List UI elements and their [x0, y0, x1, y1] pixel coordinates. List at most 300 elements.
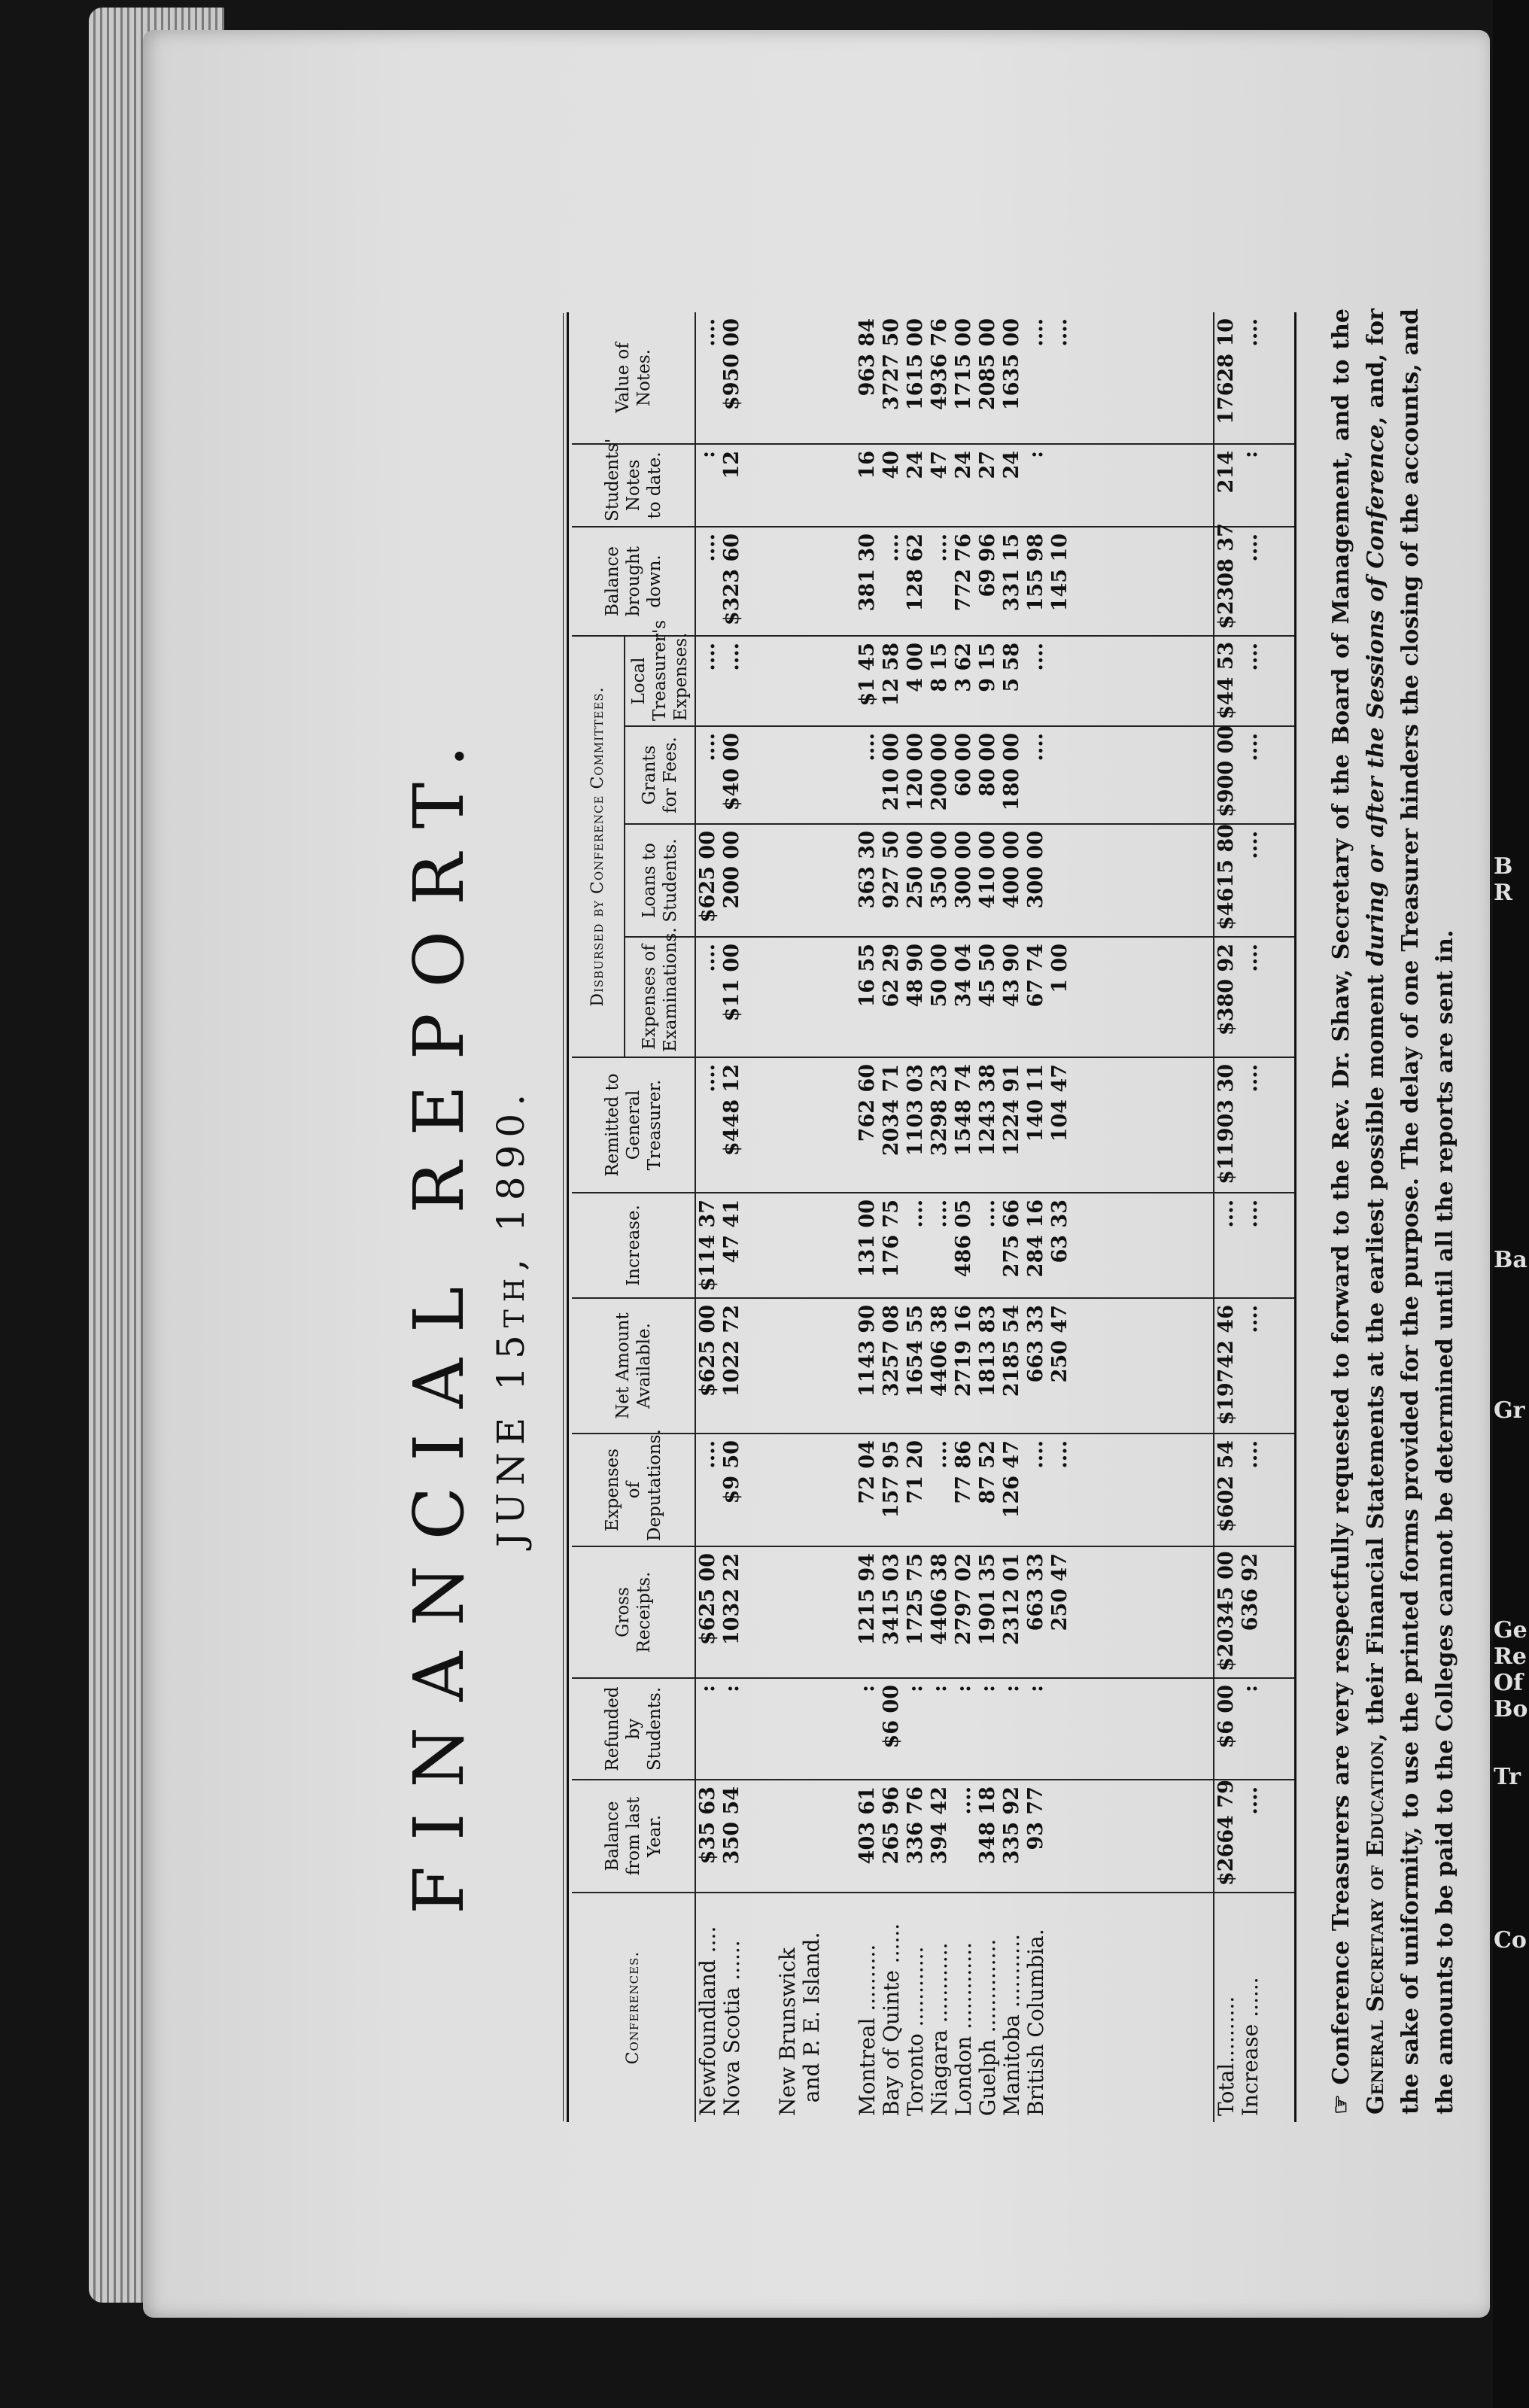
table-cell: [776, 1780, 855, 1893]
cell-value: 1032 22: [720, 1553, 743, 1646]
header-value-notes: Value of Notes.: [572, 312, 695, 444]
table-cell: [776, 1546, 855, 1678]
header-local-treasurer: Local Treasurer's Expenses.: [625, 636, 695, 726]
cell-value: ....: [1023, 733, 1047, 762]
cell-value: 24: [951, 450, 975, 479]
cell-value: 93 77: [1023, 1786, 1047, 1850]
cell-value: [800, 1685, 824, 1773]
conference-name: Nova Scotia ......: [719, 1940, 744, 2116]
cell-value: 60 00: [951, 733, 975, 797]
cell-value: 2719 16: [951, 1305, 975, 1397]
cell-value: 50 00: [927, 944, 951, 1008]
header-disbursed-group: Disbursed by Conference Committees.: [572, 636, 625, 1057]
cell-value: [776, 944, 800, 1050]
cell-value: 275 66: [999, 1199, 1023, 1278]
cell-value: 284 16: [1023, 1199, 1047, 1278]
table-cell: [695, 312, 776, 444]
cell-value: ....: [1238, 1199, 1262, 1228]
cell-value: 214: [1214, 450, 1238, 494]
table-row: [776, 312, 855, 2122]
cell-value: [776, 451, 800, 520]
cell-value: [776, 318, 800, 437]
cell-value: 77 86: [951, 1440, 975, 1504]
cell-value: ....: [696, 533, 719, 562]
cell-value: 126 47: [999, 1440, 1023, 1519]
margin-fragment: Gr: [1494, 1398, 1525, 1424]
cell-value: 67 74: [1023, 944, 1047, 1008]
cell-value: [776, 1440, 800, 1540]
table-cell: [695, 1678, 776, 1780]
table-cell: [695, 1434, 776, 1546]
cell-value: 63 33: [1047, 1199, 1072, 1263]
cell-value: $114 37: [696, 1199, 719, 1291]
table-cell: [856, 636, 1214, 726]
cell-value: 335 92: [999, 1786, 1023, 1865]
cell-value: 3727 50: [879, 318, 903, 411]
table-cell: [695, 444, 776, 527]
margin-fragment: Tr: [1494, 1765, 1521, 1790]
cell-value: 1103 03: [903, 1064, 927, 1157]
cell-value: 4406 38: [927, 1553, 951, 1646]
conference-name: Niagara ............: [926, 1942, 952, 2116]
cell-value: :: [1238, 1685, 1262, 1692]
cell-value: 1243 38: [975, 1064, 999, 1157]
cell-value: :: [1238, 450, 1262, 458]
table-cell: [695, 1193, 776, 1298]
cell-value: 43 90: [999, 944, 1023, 1008]
cell-value: ....: [1238, 1305, 1262, 1333]
cell-value: 336 76: [903, 1786, 927, 1865]
cell-value: 348 18: [975, 1786, 999, 1865]
cell-value: $40 00: [720, 733, 743, 811]
conference-name: British Columbia.: [1023, 1929, 1048, 2116]
cell-value: ....: [1238, 1440, 1262, 1469]
table-cell: [856, 312, 1214, 444]
cell-value: [776, 1199, 800, 1291]
cell-value: 4936 76: [927, 318, 951, 411]
cell-value: ....: [1047, 318, 1072, 347]
table-cell: [776, 1434, 855, 1546]
cell-value: ....: [951, 1786, 975, 1815]
table-cell: [856, 726, 1214, 824]
cell-value: 963 84: [855, 318, 879, 397]
cell-value: 400 00: [999, 831, 1023, 909]
cell-value: 180 00: [999, 733, 1023, 811]
cell-value: 663 33: [1023, 1305, 1047, 1383]
header-grants: Grants for Fees.: [625, 726, 695, 824]
cell-value: $448 12: [720, 1064, 743, 1157]
cell-value: $6 00: [879, 1685, 903, 1749]
conference-name-cell: [776, 1893, 855, 2122]
cell-value: ....: [720, 642, 743, 671]
cell-value: 1654 55: [903, 1305, 927, 1397]
cell-value: 155 98: [1023, 533, 1047, 612]
cell-value: 62 29: [879, 944, 903, 1008]
cell-value: ....: [1023, 318, 1047, 347]
cell-value: :: [696, 1685, 719, 1692]
table-cell: [856, 444, 1214, 527]
cell-value: ....: [1238, 733, 1262, 762]
header-increase: Increase.: [572, 1193, 695, 1298]
cell-value: 1715 00: [951, 318, 975, 411]
table-cell: [856, 527, 1214, 636]
cell-value: ....: [1214, 1199, 1238, 1228]
cell-value: $1 45: [855, 642, 879, 707]
note-gse: General Secretary of Education: [1363, 1741, 1389, 2115]
cell-value: 2185 54: [999, 1305, 1023, 1397]
cell-value: ....: [927, 533, 951, 562]
cell-value: 69 96: [975, 533, 999, 597]
cell-value: 3257 08: [879, 1305, 903, 1397]
cell-value: 4 00: [903, 642, 927, 692]
margin-fragment: R: [1494, 880, 1512, 906]
cell-value: 47 41: [720, 1199, 743, 1263]
cell-value: 1224 91: [999, 1064, 1023, 1157]
treasurers-note: [1324, 309, 1463, 2115]
note-part-1: Conference Treasurers are very respectfully requested to forward to the Rev. Dr. Shaw, Secretary of the Board of Management, and to the: [1328, 309, 1354, 2085]
cell-value: :: [1023, 1685, 1047, 1692]
date-rest: , 1890.: [489, 1086, 533, 1271]
header-remitted: Remitted to General Treasurer.: [572, 1057, 695, 1193]
cell-value: 394 42: [927, 1786, 951, 1865]
margin-fragment: Co: [1494, 1928, 1527, 1953]
cell-value: :: [696, 450, 719, 458]
cell-value: 1022 72: [720, 1305, 743, 1397]
cell-value: 2085 00: [975, 318, 999, 411]
cell-value: 104 47: [1047, 1064, 1072, 1142]
cell-value: $323 60: [720, 533, 743, 626]
margin-fragment: Ba: [1494, 1248, 1527, 1273]
cell-value: ....: [696, 1064, 719, 1093]
cell-value: 3298 23: [927, 1064, 951, 1157]
cell-value: [800, 1786, 824, 1886]
cell-value: 250 00: [903, 831, 927, 909]
table-cell: [856, 1434, 1214, 1546]
cell-value: 12: [720, 450, 743, 479]
cell-value: 40: [879, 450, 903, 479]
table-cell: [695, 1298, 776, 1434]
conference-name: Total..........: [1213, 1996, 1239, 2116]
table-cell: [856, 1193, 1214, 1298]
table-cell: [776, 1193, 855, 1298]
table-cell: [695, 726, 776, 824]
cell-value: 927 50: [879, 831, 903, 909]
cell-value: [800, 643, 824, 719]
cell-value: 350 00: [927, 831, 951, 909]
note-part-2: , their Financial Statements at the earliest possible moment: [1363, 974, 1389, 1741]
margin-fragment: Bo: [1494, 1697, 1528, 1722]
conference-name: Montreal ..........: [854, 1944, 880, 2116]
header-balance-down: Balance brought down.: [572, 527, 695, 636]
cell-value: 8 15: [927, 642, 951, 692]
cell-value: 2797 02: [951, 1553, 975, 1646]
cell-value: ....: [1023, 642, 1047, 671]
cell-value: 265 96: [879, 1786, 903, 1865]
cell-value: $602 54: [1214, 1440, 1238, 1533]
cell-value: 27: [975, 450, 999, 479]
cell-value: $2664 79: [1214, 1780, 1238, 1886]
table-cell: [1214, 1434, 1294, 1546]
cell-value: 1725 75: [903, 1553, 927, 1646]
cell-value: ....: [696, 733, 719, 762]
table-cell: [1214, 1678, 1294, 1780]
cell-value: [800, 1553, 824, 1671]
cell-value: ....: [1238, 1786, 1262, 1815]
cell-value: [776, 1305, 800, 1427]
cell-value: 12 58: [879, 642, 903, 707]
cell-value: ....: [1238, 831, 1262, 859]
conference-name: and P. E. Island.: [799, 1932, 825, 2116]
cell-value: [776, 534, 800, 629]
table-cell: [1214, 1057, 1294, 1193]
cell-value: ....: [1238, 642, 1262, 671]
cell-value: ....: [1238, 944, 1262, 972]
cell-value: 2034 71: [879, 1064, 903, 1157]
header-students-notes: Students' Notes to date.: [572, 444, 695, 527]
cell-value: 1615 00: [903, 318, 927, 411]
report-title: FINANCIAL REPORT.: [399, 719, 479, 1914]
table-bottom-rule: [1294, 312, 1296, 2122]
cell-value: 300 00: [951, 831, 975, 909]
table-cell: [1214, 444, 1294, 527]
cell-value: 363 30: [855, 831, 879, 909]
cell-value: 1635 00: [999, 318, 1023, 411]
conference-name: London .............: [950, 1942, 976, 2116]
table-cell: [695, 1546, 776, 1678]
table-cell: [776, 937, 855, 1057]
cell-value: [776, 1064, 800, 1186]
table-cell: [1214, 1780, 1294, 1893]
cell-value: 1215 94: [855, 1553, 879, 1646]
conference-name: New Brunswick: [775, 1947, 801, 2116]
cell-value: $2308 37: [1214, 523, 1238, 629]
cell-value: 331 15: [999, 533, 1023, 612]
table-cell: [695, 1057, 776, 1193]
header-refunded: Refunded by Students.: [572, 1678, 695, 1780]
table-cell: [776, 1678, 855, 1780]
cell-value: $380 92: [1214, 944, 1238, 1036]
cell-value: 250 47: [1047, 1305, 1072, 1383]
cell-value: 80 00: [975, 733, 999, 797]
conference-name-cell: [695, 1893, 776, 2122]
cell-value: 1548 74: [951, 1064, 975, 1157]
cell-value: :: [720, 1685, 743, 1692]
cell-value: ....: [855, 733, 879, 762]
cell-value: ....: [696, 944, 719, 972]
table-cell: [1214, 1193, 1294, 1298]
cell-value: [800, 944, 824, 1050]
cell-value: 16 55: [855, 944, 879, 1008]
conference-name: Newfoundland ....: [695, 1926, 720, 2116]
header-loans: Loans to Students.: [625, 824, 695, 937]
header-expenses-deputations: Expenses of Deputations.: [572, 1434, 695, 1546]
financial-table: [572, 312, 1294, 2122]
cell-value: 47: [927, 450, 951, 479]
cell-value: [800, 733, 824, 817]
table-cell: [1214, 726, 1294, 824]
table-cell: [856, 1780, 1214, 1893]
cell-value: :: [951, 1685, 975, 1692]
table-cell: [1214, 824, 1294, 937]
table-cell: [776, 824, 855, 937]
table-cell: [1214, 523, 1294, 636]
cell-value: 210 00: [879, 733, 903, 811]
table-cell: [856, 824, 1214, 937]
cell-value: 1 00: [1047, 944, 1072, 993]
cell-value: 72 04: [855, 1440, 879, 1504]
cell-value: [800, 831, 824, 930]
cell-value: [776, 1786, 800, 1886]
cell-value: 71 20: [903, 1440, 927, 1504]
cell-value: 176 75: [879, 1199, 903, 1278]
table-cell: [856, 937, 1214, 1057]
margin-fragment: B: [1494, 854, 1513, 880]
cell-value: 410 00: [975, 831, 999, 909]
header-gross-receipts: Gross Receipts.: [572, 1546, 695, 1678]
cell-value: 762 60: [855, 1064, 879, 1142]
cell-value: ....: [696, 1440, 719, 1469]
cell-value: 772 76: [951, 533, 975, 612]
cell-value: :: [975, 1685, 999, 1692]
cell-value: [776, 643, 800, 719]
conference-name-cell: [856, 1893, 1214, 2122]
table-cell: [695, 1780, 776, 1893]
cell-value: :: [999, 1685, 1023, 1692]
cell-value: [800, 1440, 824, 1540]
table-cell: [695, 937, 776, 1057]
cell-value: ....: [1238, 318, 1262, 347]
cell-value: $44 53: [1214, 641, 1238, 719]
cell-value: $11 00: [720, 944, 743, 1022]
cell-value: 200 00: [927, 733, 951, 811]
cell-value: $9 50: [720, 1440, 743, 1504]
cell-value: [800, 318, 824, 437]
cell-value: $625 00: [696, 1305, 719, 1397]
cell-value: 140 11: [1023, 1064, 1047, 1142]
cell-value: 663 33: [1023, 1553, 1047, 1631]
table-cell: [856, 1057, 1214, 1193]
cell-value: 34 04: [951, 944, 975, 1008]
table-cell: [776, 444, 855, 527]
cell-value: $19742 46: [1214, 1305, 1238, 1425]
cell-value: :: [903, 1685, 927, 1692]
table-cell: [1214, 1298, 1294, 1434]
date-lead: JUNE 15: [489, 1327, 533, 1548]
date-suffix: TH: [500, 1270, 530, 1328]
table-cell: [776, 312, 855, 444]
conference-name-cell: [1214, 1893, 1294, 2122]
cell-value: 4406 38: [927, 1305, 951, 1397]
table-cell: [695, 636, 776, 726]
report-date: [489, 226, 533, 2408]
pointing-hand-icon: ☞: [1328, 2094, 1354, 2115]
cell-value: 486 05: [951, 1199, 975, 1278]
cell-value: [776, 831, 800, 930]
cell-value: [800, 451, 824, 520]
cell-value: 1901 35: [975, 1553, 999, 1646]
cell-value: ....: [696, 318, 719, 347]
cell-value: 48 90: [903, 944, 927, 1008]
cell-value: 16: [855, 450, 879, 479]
conference-name: Increase ......: [1237, 1977, 1263, 2116]
table-cell: [776, 1057, 855, 1193]
header-balance-last-year: Balance from last Year.: [572, 1780, 695, 1893]
cell-value: [776, 733, 800, 817]
cell-value: $625 00: [696, 1553, 719, 1646]
table-cell: [695, 824, 776, 937]
cell-value: ....: [1238, 533, 1262, 562]
cell-value: ....: [1047, 1440, 1072, 1469]
cell-value: [776, 1553, 800, 1671]
cell-value: [800, 534, 824, 629]
table-cell: [1214, 1546, 1294, 1678]
cell-value: 128 62: [903, 533, 927, 612]
table-cell: [776, 527, 855, 636]
table-cell: [856, 1546, 1214, 1678]
table-top-rule: [567, 312, 569, 2122]
cell-value: $4615 80: [1214, 824, 1238, 930]
cell-value: 300 00: [1023, 831, 1047, 909]
cell-value: $35 63: [696, 1786, 719, 1865]
cell-value: 5 58: [999, 642, 1023, 692]
cell-value: ....: [927, 1440, 951, 1469]
margin-fragment: Of: [1494, 1671, 1524, 1696]
cell-value: 9 15: [975, 642, 999, 692]
cell-value: 87 52: [975, 1440, 999, 1504]
cell-value: 24: [999, 450, 1023, 479]
cell-value: ....: [903, 1199, 927, 1228]
cell-value: [776, 1685, 800, 1773]
table-cell: [695, 527, 776, 636]
cell-value: 1813 83: [975, 1305, 999, 1397]
table-cell: [1214, 636, 1294, 726]
cell-value: 2312 01: [999, 1553, 1023, 1646]
cell-value: ....: [1238, 1064, 1262, 1093]
header-conferences: Conferences.: [572, 1893, 695, 2122]
cell-value: 1143 90: [855, 1305, 879, 1397]
cell-value: :: [927, 1685, 951, 1692]
cell-value: [800, 1199, 824, 1291]
conference-name: Bay of Quinte ......: [878, 1923, 904, 2116]
table-cell: [776, 726, 855, 824]
table-cell: [1214, 312, 1294, 444]
cell-value: 24: [903, 450, 927, 479]
cell-value: $950 00: [720, 318, 743, 411]
table-cell: [776, 1298, 855, 1434]
cell-value: 17628 10: [1214, 318, 1238, 424]
cell-value: 120 00: [903, 733, 927, 811]
cell-value: ....: [696, 642, 719, 671]
cell-value: ....: [1023, 1440, 1047, 1469]
table-row: [856, 312, 1214, 2122]
table-cell: [856, 1678, 1214, 1780]
margin-fragment: Re: [1494, 1644, 1527, 1670]
cell-value: :: [1023, 450, 1047, 458]
cell-value: 3415 03: [879, 1553, 903, 1646]
cell-value: 381 30: [855, 533, 879, 612]
cell-value: $625 00: [696, 831, 719, 923]
cell-value: 250 47: [1047, 1553, 1072, 1631]
cell-value: 45 50: [975, 944, 999, 1008]
cell-value: $11903 30: [1214, 1064, 1238, 1184]
cell-value: 131 00: [855, 1199, 879, 1278]
note-emphasis: during or after the Sessions of Conference: [1363, 424, 1389, 966]
conference-name: Toronto ............: [902, 1946, 928, 2116]
cell-value: 200 00: [720, 831, 743, 909]
cell-value: :: [855, 1685, 879, 1692]
cell-value: ....: [879, 533, 903, 562]
table-cell: [776, 636, 855, 726]
